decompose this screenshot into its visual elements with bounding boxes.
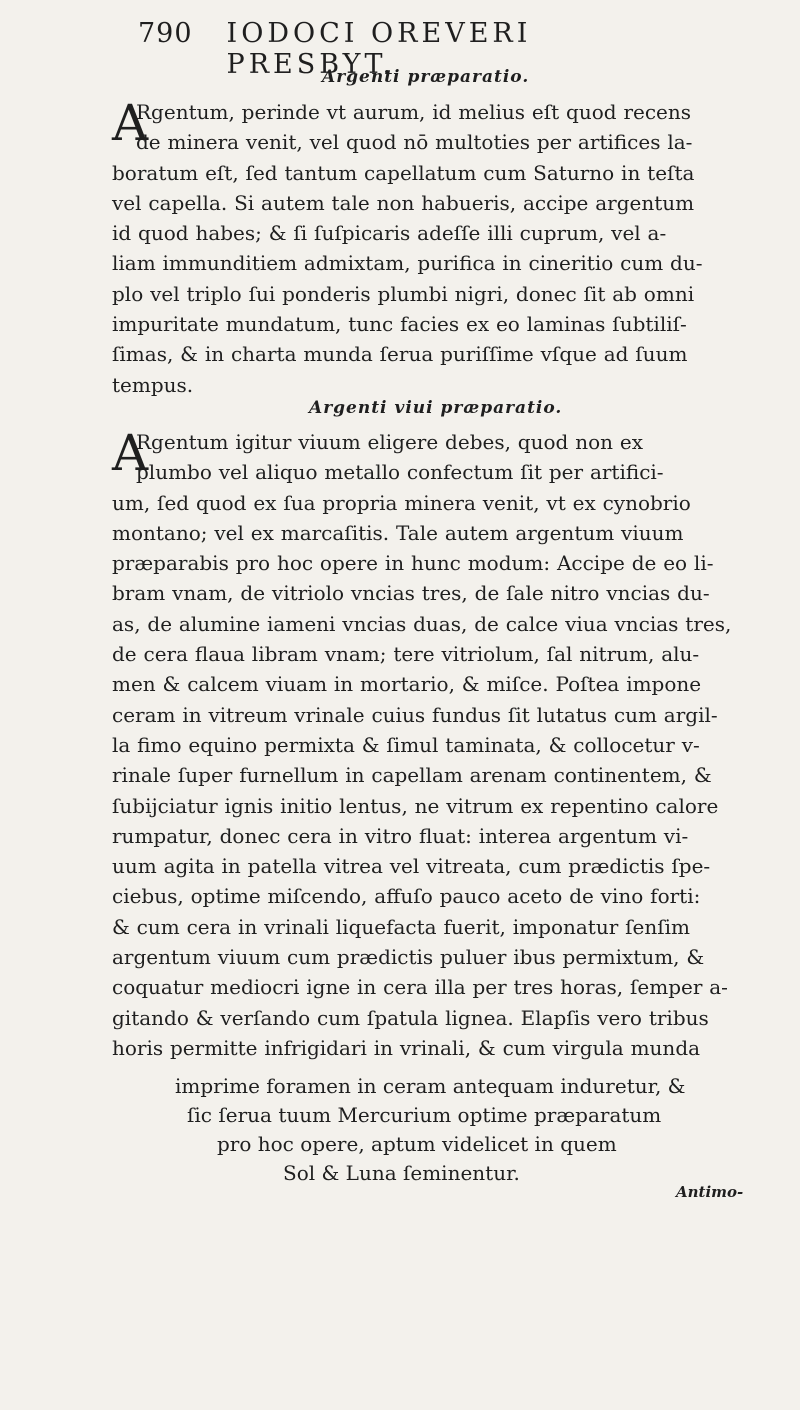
text-line: & cum cera in vrinali liquefacta fuerit, imponatur ſenſim — [112, 914, 691, 939]
drop-cap: A — [112, 94, 149, 152]
text-line: tempus. — [112, 372, 194, 397]
text-line: id quod habes; & ſi ſuſpicaris adeſſe illi cuprum, vel a- — [112, 221, 667, 246]
section-title-argenti: Argenti præparatio. — [322, 67, 530, 87]
drop-cap: A — [112, 424, 149, 482]
text-line: ſubijciatur ignis initio lentus, ne vitrum ex repentino calore — [112, 793, 719, 818]
text-line: ceram in vitreum vrinale cuius fundus ſit lutatus cum argil- — [112, 702, 718, 727]
text-line: boratum eſt, ſed tantum capellatum cum Saturno in teſta — [112, 160, 695, 185]
text-line: ciebus, optime miſcendo, affuſo pauco aceto de vino forti: — [112, 884, 701, 909]
text-line: plumbo vel aliquo metallo confectum ſit per artifici- — [136, 460, 664, 485]
text-line: coquatur mediocri igne in cera illa per tres horas, ſemper a- — [112, 975, 728, 1000]
text-line: bram vnam, de vitriolo vncias tres, de ſale nitro vncias du- — [112, 581, 710, 606]
text-line: liam immunditiem admixtam, purifica in cineritio cum du- — [112, 251, 703, 276]
text-line: montano; vel ex marcaſitis. Tale autem argentum viuum — [112, 520, 684, 545]
text-line: ſic ſerua tuum Mercurium optime præparatum — [187, 1103, 662, 1127]
catchword: Antimo- — [676, 1183, 744, 1201]
section-title-argenti-viui: Argenti viui præparatio. — [309, 398, 563, 418]
text-line: rinale ſuper furnellum in capellam arenam continentem, & — [112, 763, 712, 788]
paragraph-argenti — [112, 94, 790, 400]
text-line: argentum viuum cum prædictis puluer ibus permixtum, & — [112, 945, 705, 970]
text-line: pro hoc opere, aptum videlicet in quem — [217, 1132, 617, 1156]
text-line: præparabis pro hoc opere in hunc modum: Accipe de eo li- — [112, 551, 714, 576]
closing-lines — [175, 1072, 735, 1188]
text-line: ſimas, & in charta munda ſerua puriſſime vſque ad ſuum — [112, 342, 688, 367]
text-line: Rgentum, perinde vt aurum, id melius eſt quod recens — [136, 100, 692, 124]
text-line: as, de alumine iameni vncias duas, de calce viua vncias tres, — [112, 611, 732, 636]
text-line: horis permitte infrigidari in vrinali, & cum virgula munda — [112, 1035, 701, 1060]
text-line: gitando & verſando cum ſpatula lignea. Elapſis vero tribus — [112, 1005, 709, 1030]
text-line: uum agita in patella vitrea vel vitreata, cum prædictis ſpe- — [112, 854, 711, 879]
text-line: plo vel triplo ſui ponderis plumbi nigri, donec ſit ab omni — [112, 281, 695, 306]
running-head: IODOCI OREVERI PRESBYT. — [226, 18, 532, 80]
text-line: vel capella. Si autem tale non habueris, accipe argentum — [112, 190, 695, 215]
text-line: um, ſed quod ex ſua propria minera venit, vt ex cynobrio — [112, 490, 691, 515]
text-line: men & calcem viuam in mortario, & miſce. Poſtea impone — [112, 672, 702, 697]
text-line: rumpatur, donec cera in vitro fluat: interea argentum vi- — [112, 823, 689, 848]
text-line: Rgentum igitur viuum eligere debes, quod non ex — [136, 430, 643, 454]
text-line: imprime foramen in ceram antequam induretur, & — [175, 1074, 686, 1098]
text-line: de cera flaua libram vnam; tere vitriolum, ſal nitrum, alu- — [112, 642, 700, 667]
page-number: 790 — [138, 18, 193, 49]
text-line: Sol & Luna ſeminentur. — [283, 1161, 520, 1185]
text-line: la fimo equino permixta & ſimul taminata, & collocetur v- — [112, 732, 700, 757]
text-line: de minera venit, vel quod nō multoties per artifices la- — [136, 130, 693, 155]
text-line: impuritate mundatum, tunc facies ex eo laminas ſubtiliſ- — [112, 312, 687, 337]
paragraph-argenti-viui — [112, 424, 790, 1063]
